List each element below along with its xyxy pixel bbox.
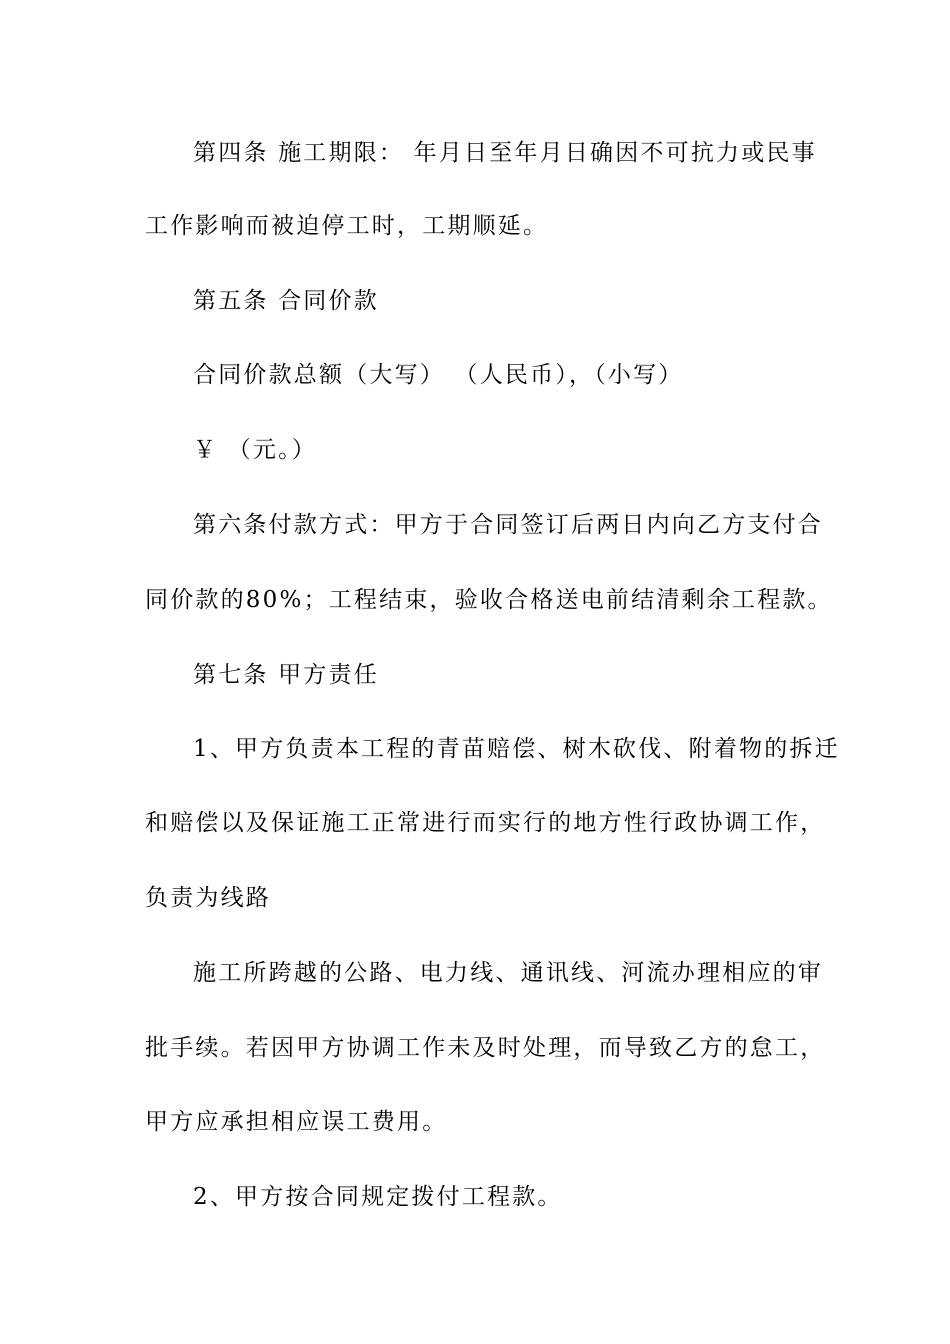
article-4-line-1: 第四条 施工期限： 年月日至年月日确因不可抗力或民事: [193, 140, 817, 166]
article-6-line-1: 第六条付款方式：甲方于合同签订后两日内向乙方支付合: [193, 512, 823, 538]
clause-1-line-6: 甲方应承担相应误工费用。: [145, 1109, 448, 1135]
article-6-line-2: 同价款的80%；工程结束，验收合格送电前结清剩余工程款。: [145, 587, 833, 613]
clause-1-line-5: 批手续。若因甲方协调工作未及时处理，而导致乙方的怠工，: [145, 1035, 826, 1061]
clause-1-line-1: 1、甲方负责本工程的青苗赔偿、树木砍伐、附着物的拆迁: [193, 736, 840, 762]
clause-1-line-4: 施工所跨越的公路、电力线、通讯线、河流办理相应的审: [193, 960, 823, 986]
contract-price-line: 合同价款总额（大写） （人民币），（小写）: [193, 362, 684, 388]
clause-2-line: 2、甲方按合同规定拨付工程款。: [193, 1184, 563, 1210]
article-7-heading: 第七条 甲方责任: [193, 662, 379, 688]
clause-1-line-2: 和赔偿以及保证施工正常进行而实行的地方性行政协调工作，: [145, 810, 826, 836]
article-5-heading: 第五条 合同价款: [193, 288, 379, 314]
article-4-line-2: 工作影响而被迫停工时，工期顺延。: [145, 213, 549, 239]
clause-1-line-3: 负责为线路: [145, 885, 271, 911]
price-yuan-line: ￥ （元。）: [193, 437, 318, 463]
